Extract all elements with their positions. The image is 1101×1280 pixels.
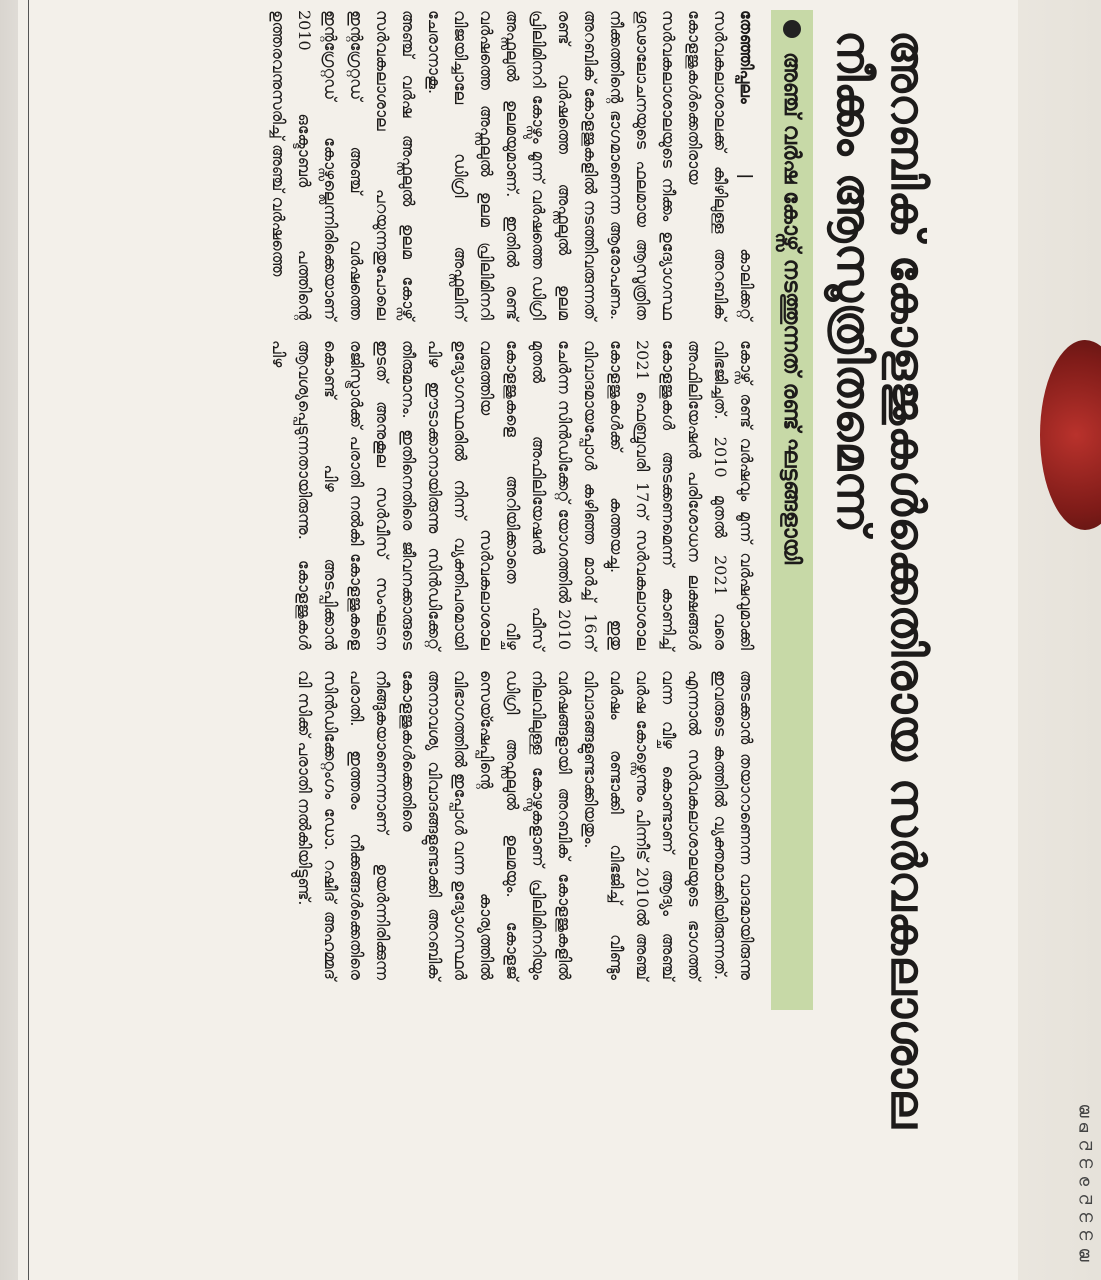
margin-mark: ന [1078,1225,1093,1244]
bullet-icon [783,20,801,38]
subheadline: അഞ്ച് വർഷ കോഴ്സ് നടത്തുന്നത് രണ്ട് ഘട്ടങ്ങളായി [779,52,805,565]
margin-mark: വ [1078,1189,1093,1208]
article-paragraph [577,670,759,980]
paragraph-text: കാലിക്കറ്റ് സർവകലാശാലക്ക് കീഴിലുള്ള അറബിക് കോളജുകൾക്കെതിരായ സർവകലാശാലയുടെ നീക്കം ഉദ്യോഗസ്ഥ ഗൂഢാലോചനയുടെ ഫലമായ ആസൂത്രിത നീക്കത്തിന്റെ ഭാഗമാണെന്ന ആരോപണം. അറബിക് കോളജുകളിൽ നടത്തിവരുന്നത് രണ്ട് വർഷത്തെ അഫ്സലുൽ ഉലമ പ്രിലിമിനറി കോഴ്സും മൂന്ന് വർഷത്തെ ഡിഗ്രി അഫ്സലുൽ ഉലമയുമാണ്. ഇതിൽ രണ്ട് വർഷത്തെ അഫ്സലുൽ ഉലമ പ്രിലിമിനറി വിജയിച്ചാലേ ഡിഗ്രി അഫ്സലിന് ചേരാനാകൂ. [425,10,756,320]
dateline: തേഞ്ഞിപ്പലം | [737,10,756,180]
margin-mark: ള [1078,1099,1090,1118]
margin-mark: വ [1078,1135,1093,1154]
margin-mark: മ [1078,1117,1089,1136]
margin-marks [1078,1100,1098,1280]
paragraph-text: അഞ്ച് വർഷ അഫ്സലുൽ ഉലമ കോഴ്സ് സർവകലാശാല പറയുന്നതുപോലെ ഇന്റഗ്രേറ്റഡ് അഞ്ച് വർഷത്തെ ഇന്റഗ്രേറ്റഡ് കോഴ്സല്ലെന്നിരിക്കെയാണ് 2010 ഒക്ടോബർ പത്തിന്റെ ഉത്തരവനുസരിച്ച് അഞ്ച് വർഷത്തെ [269,10,418,320]
article-paragraph [265,10,421,320]
article [15,10,935,1260]
article-paragraph [291,670,577,980]
subheadline-banner [771,10,813,1010]
margin-mark: ന [1078,1207,1093,1226]
margin-mark: ന [1078,1153,1093,1172]
paragraph-text: അടക്കാൻ തയാറാണെന്ന വാദമായിരുന്നു ഇവരുടെ കത്തിൽ വ്യക്തമാക്കിയിരുന്നത്. എന്നാൽ സർവകലാശാലയുടെ ഭാഗത്ത് വന്ന വീഴ്ച കൊണ്ടാണ് ആദ്യം അഞ്ച് വർഷ കോഴ്സെന്നും പിന്നീട് 2010ൽ അഞ്ച് വർഷം രണ്ടാക്കി വിഭജിച്ച് വീണ്ടും വിവാദങ്ങളുണ്ടാക്കിയതും. [581,670,756,980]
paragraph-text: കോഴ്സ് രണ്ട് വർഷവും മൂന്ന് വർഷവുമാക്കി വിഭജിച്ചത്. 2010 മുതൽ 2021 വരെ അഫിലിയേഷൻ പരിശോധന ലക്ഷങ്ങൾ കോളജുകൾ അടക്കണമെന്ന് കാണിച്ച് 2021 ഫെബ്രുവരി 17ന് സർവകലാശാല കോളജുകൾക്ക് കത്തയച്ചു. ഇതു വിവാദമായപ്പോൾ കഴിഞ്ഞ മാർച്ച് 16ന് ചേർന്ന സിൻഡിക്കേറ്റ് യോഗത്തിൽ 2010 മുതൽ അഫിലിയേഷൻ ഫീസ് കോളജുകളെ അറിയിക്കാതെ വീഴ്ച വരുത്തിയ സർവകലാശാല ഉദ്യോഗസ്ഥരിൽ നിന്ന് വ്യക്തിപരമായി പിഴ ഈടാക്കാനായിരുന്നു സിൻഡിക്കേറ്റ് തീരുമാനം. ഇതിനെതിരെ ജീവനക്കാരുടെ ഇടത് അനുകൂല സർവീസ് സംഘടന രജിസ്ട്രാർക്ക് പരാതി നൽകി കോളജുകളെ കൊണ്ട് പിഴ അടപ്പിക്കാൻ ആവശ്യപ്പെടുന്നതായിരുന്നു. കോളജുകൾ പിഴ [269,340,756,650]
margin-mark: ള [1078,1243,1090,1262]
article-column-2 [265,340,759,650]
article-column-3 [291,670,759,980]
article-columns [19,10,759,1250]
paragraph-text: വർഷങ്ങളായി അറബിക് കോളജുകളിൽ നിലവിലുള്ള കോഴ്സുകളാണ് പ്രിലിമിനറിയും ഡിഗ്രി അഫ്സലുൽ ഉലമയും. കോളജ് സെയ്ഷേപ്പിന്റെ കാര്യത്തിൽ വിഭാഗത്തിൽ ഇപ്പോൾ വന്ന ഉദ്യോഗസ്ഥർ അനാവശ്യ വിവാദങ്ങളുണ്ടാക്കി അറബിക് കോളജുകൾക്കെതിരെ നീങ്ങുകയാണെന്നാണ് ഉയർന്നിരിക്കുന്ന പരാതി. ഇത്തരം നീക്കങ്ങൾക്കെതിരെ സിൻഡിക്കേറ്റംഗം ഡോ. റഷീദ് അഹമ്മദ് വി സിക്ക് പരാതി നൽകിയിട്ടുണ്ട്. [295,670,574,980]
article-paragraph [421,10,759,320]
margin-mark: ര [1078,1171,1090,1190]
headline: അറബിക് കോളജുകൾക്കെതിരായ സർവകലാശാല നീക്കം ആസൂത്രിതമെന്ന് [827,30,935,1129]
article-paragraph [265,340,759,650]
article-column-1 [265,10,759,320]
